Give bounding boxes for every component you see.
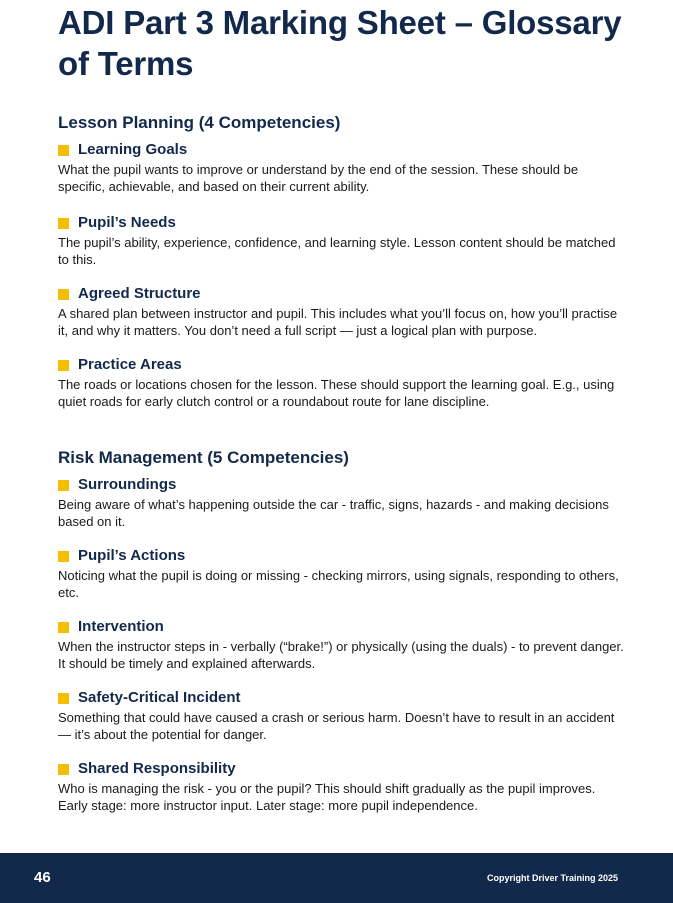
square-bullet-icon [58, 764, 69, 775]
term-title: Surroundings [78, 476, 177, 493]
term-title: Practice Areas [78, 356, 182, 373]
glossary-term [58, 475, 628, 530]
term-description: Being aware of what’s happening outside the car - traffic, signs, hazards - and making decisions based on it. [58, 497, 609, 529]
square-bullet-icon [58, 360, 69, 371]
square-bullet-icon [58, 289, 69, 300]
square-bullet-icon [58, 145, 69, 156]
glossary-term [58, 759, 628, 814]
term-description: The roads or locations chosen for the lesson. These should support the learning goal. E.g., using quiet roads for early clutch control or a roundabout route for lane discipline. [58, 377, 615, 409]
square-bullet-icon [58, 693, 69, 704]
glossary-term [58, 355, 628, 410]
glossary-term [58, 284, 628, 339]
term-description: A shared plan between instructor and pupil. This includes what you’ll focus on, how you’ll practise it, and why it matters. You don’t need a full script — just a logical plan with purpose. [58, 306, 618, 338]
term-description: Noticing what the pupil is doing or missing - checking mirrors, using signals, responding to others, etc. [58, 568, 619, 600]
term-description: When the instructor steps in - verbally (“brake!”) or physically (using the duals) - to prevent danger. It should be timely and explained afterwards. [58, 639, 624, 671]
term-description: Something that could have caused a crash or serious harm. Doesn’t have to result in an accident — it’s about the potential for danger. [58, 710, 615, 742]
term-title: Agreed Structure [78, 285, 201, 302]
glossary-term [58, 213, 628, 268]
square-bullet-icon [58, 551, 69, 562]
section-lesson-planning [58, 112, 628, 410]
term-title: Pupil’s Actions [78, 547, 186, 564]
copyright-notice: Copyright Driver Training 2025 [486, 873, 618, 883]
glossary-term [58, 617, 628, 672]
term-description: The pupil’s ability, experience, confidence, and learning style. Lesson content should be matched to this. [58, 235, 616, 267]
term-title: Learning Goals [78, 141, 188, 158]
page-footer [0, 853, 673, 903]
square-bullet-icon [58, 218, 69, 229]
square-bullet-icon [58, 622, 69, 633]
term-description: Who is managing the risk - you or the pupil? This should shift gradually as the pupil improves. Early stage: more instructor input. Later stage: more pupil independence. [58, 781, 596, 813]
page-title: ADI Part 3 Marking Sheet – Glossary of Terms [58, 4, 622, 82]
section-heading: Risk Management (5 Competencies) [58, 448, 349, 467]
square-bullet-icon [58, 480, 69, 491]
glossary-term [58, 688, 628, 743]
section-heading: Lesson Planning (4 Competencies) [58, 113, 341, 132]
section-risk-management [58, 447, 628, 814]
page-number: 46 [34, 869, 51, 886]
term-title: Shared Responsibility [78, 760, 236, 777]
term-description: What the pupil wants to improve or understand by the end of the session. These should be specific, achievable, and based on their current ability. [58, 162, 579, 194]
term-title: Intervention [78, 618, 164, 635]
glossary-term [58, 546, 628, 601]
term-title: Safety-Critical Incident [78, 689, 241, 706]
term-title: Pupil’s Needs [78, 214, 176, 231]
glossary-term [58, 140, 628, 195]
